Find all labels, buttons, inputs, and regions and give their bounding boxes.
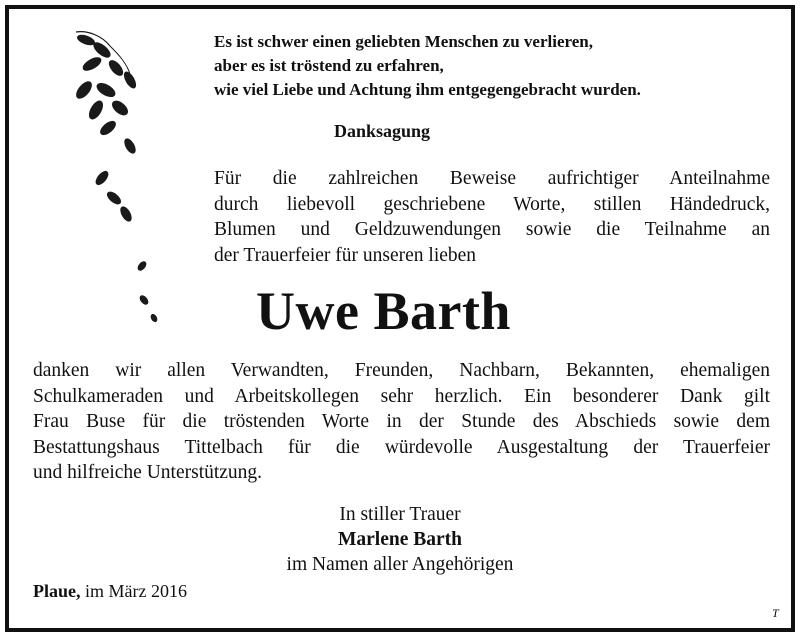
place-city: Plaue, bbox=[33, 581, 81, 601]
thanks-paragraph bbox=[33, 358, 770, 486]
intro-paragraph bbox=[214, 166, 770, 268]
signature-name: Marlene Barth bbox=[337, 529, 462, 550]
quote-line-3: wie viel Liebe und Achtung ihm entgegengebracht wurden. bbox=[214, 80, 641, 99]
place-date bbox=[33, 581, 187, 602]
signature-family: im Namen aller Angehörigen bbox=[286, 554, 514, 575]
quote-line-2: aber es ist tröstend zu erfahren, bbox=[214, 56, 444, 75]
intro-line: der Trauerfeier für unseren lieben bbox=[214, 244, 477, 266]
quote-line-1: Es ist schwer einen geliebten Menschen zu verlieren, bbox=[214, 32, 593, 51]
intro-line: Blumen und Geldzuwendungen sowie die Teilnahme an bbox=[214, 219, 770, 240]
place-date-text: im März 2016 bbox=[80, 581, 187, 601]
thanks-line: Bestattungshaus Tittelbach für die würdevolle Ausgestaltung der Trauerfeier bbox=[33, 436, 770, 458]
corner-mark: T bbox=[772, 606, 779, 620]
intro-line: durch liebevoll geschriebene Worte, stillen Händedruck, bbox=[214, 193, 770, 215]
thanks-line: Schulkameraden und Arbeitskollegen sehr herzlich. Ein besonderer Dank gilt bbox=[33, 385, 770, 407]
deceased-name: Uwe Barth bbox=[256, 281, 511, 341]
signature-greeting: In stiller Trauer bbox=[339, 504, 461, 525]
page-title: Danksagung bbox=[334, 121, 431, 141]
intro-line: Für die zahlreichen Beweise aufrichtiger Anteilnahme bbox=[214, 168, 770, 189]
thanks-line: danken wir allen Verwandten, Freunden, Nachbarn, Bekannten, ehemaligen bbox=[33, 360, 770, 381]
falling-leaves-icon bbox=[68, 28, 168, 328]
thanks-line: Frau Buse für die tröstenden Worte in der Stunde des Abschieds sowie dem bbox=[33, 411, 770, 432]
thanks-line: und hilfreiche Unterstützung. bbox=[33, 462, 263, 483]
